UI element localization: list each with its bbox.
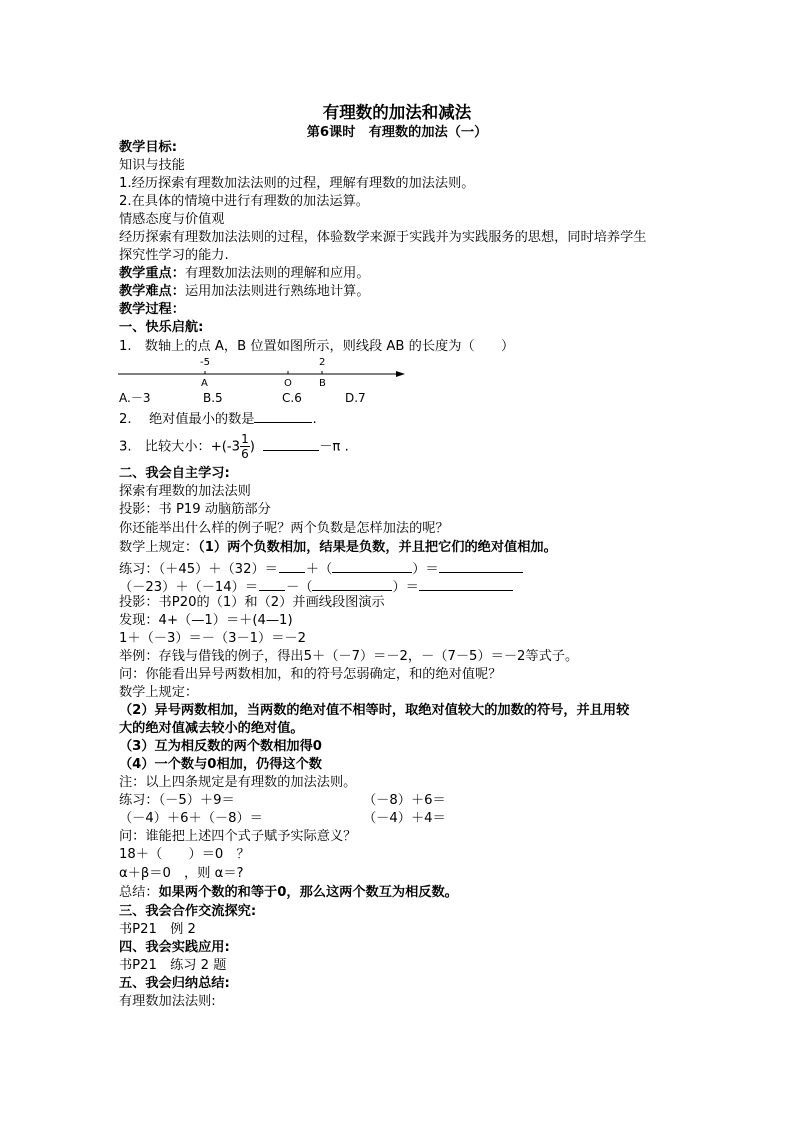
practice-1a: 练习：（－5）＋9＝ <box>119 793 235 808</box>
section2-line8: 问：你能看出异号两数相加，和的符号怎弱确定，和的绝对值呢？ <box>119 667 502 682</box>
rules-note: 注：以上四条规定是有理数的加法法则。 <box>119 775 357 790</box>
knowledge-heading: 知识与技能 <box>119 158 185 173</box>
choice-b: B.5 <box>203 391 223 405</box>
question-3 <box>119 432 349 462</box>
blank-ex2-sign <box>259 576 285 591</box>
fraction-denominator: 6 <box>241 447 249 461</box>
choice-c: C.6 <box>282 391 302 405</box>
section2-line4: 投影：书P20的（1）和（2）并画线段图演示 <box>119 595 385 610</box>
section2-line5: 发现：4+（—1）＝＋(4—1) <box>119 613 293 628</box>
equation-1: 18＋（ ）＝0 ？ <box>119 847 250 862</box>
rule-1 <box>119 539 557 557</box>
key-point-label: 教学重点： <box>119 266 185 281</box>
answer-blank-q2 <box>254 408 312 423</box>
objective-k2: 2.在具体的情境中进行有理数的加法运算。 <box>119 194 369 209</box>
choice-a: A.－3 <box>119 391 151 405</box>
summary-label: 总结： <box>119 885 159 900</box>
section2-line7: 举例：存钱与借钱的例子，得出5＋（－7）＝－2，－（7－5）＝－2等式子。 <box>119 649 579 664</box>
objectives-heading: 教学目标: <box>119 140 178 155</box>
question-2-end: . <box>312 412 317 427</box>
fraction-numerator: 1 <box>241 432 249 446</box>
rule-intro: 数学上规定： <box>119 540 199 555</box>
exercise-2-mid1: －（ <box>286 580 313 595</box>
section2-line6: 1＋（－3）＝－（3－1）＝－2 <box>119 631 307 646</box>
objective-e1: 经历探索有理数加法法则的过程，体验数学来源于实践并为实践服务的思想，同时培养学生 <box>119 230 647 245</box>
rule-2a: （2）异号两数相加，当两数的绝对值不相等时，取绝对值较大的加数的符号，并且用较 <box>119 703 630 718</box>
rule-4: （4）一个数与0相加，仍得这个数 <box>119 757 322 772</box>
rule-3: （3）互为相反数的两个数相加得0 <box>119 739 322 754</box>
section3-text: 书P21 例 2 <box>119 922 196 937</box>
blank-ex1-abs <box>332 558 412 573</box>
arrow-icon <box>396 371 405 377</box>
emotion-heading: 情感态度与价值观 <box>119 212 225 227</box>
equation-2: α＋β＝0 ，则 α＝? <box>119 866 244 881</box>
number-line-figure <box>115 355 415 391</box>
section1-heading: 一、快乐启航: <box>119 320 204 335</box>
practice-2a: （－4）＋6＋（－8）＝ <box>119 811 263 826</box>
choice-d: D.7 <box>345 391 366 405</box>
section2-line2: 投影：书 P19 动脑筋部分 <box>119 502 271 517</box>
fraction-one-sixth <box>240 432 250 461</box>
objective-e2: 探究性学习的能力. <box>119 248 229 263</box>
point-label-a: A <box>201 378 208 389</box>
blank-ex1-result <box>439 558 523 573</box>
summary-text: 如果两个数的和等于0，那么这两个数互为相反数。 <box>158 885 458 900</box>
tick-label-2: 2 <box>319 357 326 368</box>
objective-k1: 1.经历探索有理数加法法则的过程，理解有理数的加法法则。 <box>119 176 475 191</box>
exercise-2-prefix: （－23）＋（－14）＝ <box>119 580 259 595</box>
section5-heading: 五、我会归纳总结: <box>119 976 230 991</box>
exercise-1-mid1: ＋（ <box>305 562 333 577</box>
question-3-suffix: －π . <box>319 439 349 455</box>
exercise-1-mid2: ）＝ <box>412 562 439 577</box>
section2-line1: 探索有理数的加法法则 <box>119 484 251 499</box>
point-label-b: B <box>319 378 326 389</box>
summary <box>119 884 458 902</box>
difficulty <box>119 283 370 301</box>
rule-2b: 大的绝对值减去较小的绝对值。 <box>119 721 304 736</box>
key-point <box>119 265 370 283</box>
blank-ex2-result <box>419 576 513 591</box>
blank-ex2-abs <box>312 576 392 591</box>
section4-text: 书P21 练习 2 题 <box>119 958 227 973</box>
section2-heading: 二、我会自主学习: <box>119 466 230 481</box>
rule-intro-2: 数学上规定： <box>119 685 199 700</box>
question-meaning: 问：谁能把上述四个式子赋予实际意义？ <box>119 829 357 844</box>
rule-1-text: （1）两个负数相加，结果是负数，并且把它们的绝对值相加。 <box>198 540 557 555</box>
question-3-prefix: 3. 比较大小：+(-3 <box>119 439 241 455</box>
point-label-o: O <box>284 378 292 389</box>
process-heading: 教学过程： <box>119 302 185 317</box>
practice-1b: （－8）＋6＝ <box>363 793 446 808</box>
difficulty-label: 教学难点： <box>119 284 185 299</box>
tick-label-minus5: -5 <box>200 357 210 368</box>
question-3-close: ) <box>249 439 255 455</box>
question-1: 1. 数轴上的点 A，B 位置如图所示，则线段 AB 的长度为（ ） <box>119 339 515 354</box>
section3-heading: 三、我会合作交流探究: <box>119 904 257 919</box>
answer-blank-q3 <box>263 436 319 451</box>
question-2-text: 2. 绝对值最小的数是 <box>119 412 255 427</box>
exercise-1-prefix: 练习：（＋45）＋（32）＝ <box>119 562 278 577</box>
practice-2b: （－4）＋4＝ <box>363 811 446 826</box>
section4-heading: 四、我会实践应用: <box>119 940 230 955</box>
difficulty-text: 运用加法法则进行熟练地计算。 <box>184 284 370 299</box>
section2-line3: 你还能举出什么样的例子呢？两个负数是怎样加法的呢？ <box>119 521 449 536</box>
blank-ex1-sign <box>279 558 305 573</box>
question-2 <box>119 408 317 429</box>
document-title: 有理数的加法和减法 <box>322 103 472 122</box>
exercise-2-mid2: ）＝ <box>392 580 419 595</box>
section5-text: 有理数加法法则: <box>119 994 216 1009</box>
key-point-text: 有理数加法法则的理解和应用。 <box>184 266 370 281</box>
lesson-subtitle: 第6课时 有理数的加法（一） <box>306 125 488 140</box>
